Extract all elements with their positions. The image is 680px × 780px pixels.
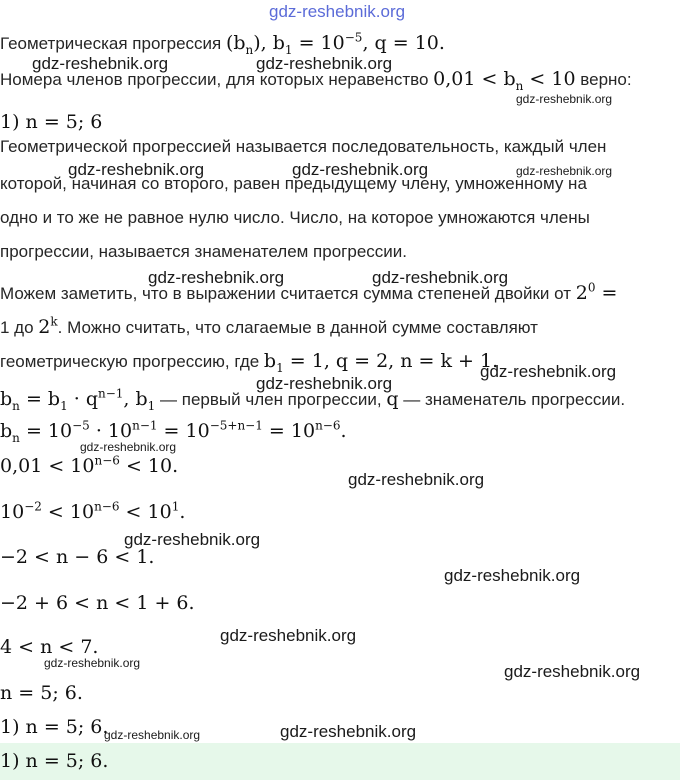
math-sub: 1 bbox=[147, 398, 156, 413]
math-fragment: 0,01 < 10 bbox=[0, 455, 95, 477]
clipped-option bbox=[0, 111, 130, 133]
watermark: gdz-reshebnik.org bbox=[516, 164, 613, 178]
watermark: gdz-reshebnik.org bbox=[516, 92, 613, 106]
formula-line bbox=[0, 386, 626, 413]
math-fragment: , b bbox=[123, 388, 148, 410]
explanation-text: — первый член прогрессии, bbox=[155, 390, 387, 409]
math-fragment: · 10 bbox=[89, 420, 133, 442]
step-line: 1) n = 5; 6. bbox=[0, 716, 109, 738]
explanation-line: одно и то же не равное нулю число. Число, на которое умножаются члены bbox=[0, 208, 590, 227]
explanation-text: . Можно считать, что слагаемые в данной сумме составляют bbox=[57, 318, 538, 337]
explanation-line bbox=[0, 282, 617, 304]
math-fragment: 10 bbox=[0, 501, 25, 523]
step-line: n = 5; 6. bbox=[0, 682, 83, 704]
math-fragment: b bbox=[263, 350, 277, 372]
explanation-text: Можем заметить, что в выражении считается сумма степеней двойки от bbox=[0, 284, 576, 303]
step-line: 4 < n < 7. bbox=[0, 636, 99, 658]
math-fragment: < 10 bbox=[523, 68, 576, 90]
math-sub: n bbox=[515, 78, 524, 93]
task-line-1 bbox=[0, 30, 445, 57]
math-fragment: . bbox=[179, 501, 186, 523]
math-sup: n−1 bbox=[98, 386, 124, 401]
math-sup: n−1 bbox=[132, 418, 158, 433]
watermark: gdz-reshebnik.org bbox=[480, 362, 617, 381]
math-fragment: . bbox=[340, 420, 347, 442]
watermark: gdz-reshebnik.org bbox=[256, 374, 393, 393]
math-sub: 1 bbox=[276, 360, 284, 375]
watermark-top: gdz-reshebnik.org bbox=[269, 2, 406, 21]
watermark: gdz-reshebnik.org bbox=[292, 160, 429, 179]
watermark: gdz-reshebnik.org bbox=[444, 566, 581, 585]
watermark: gdz-reshebnik.org bbox=[104, 728, 201, 742]
math-sup: 0 bbox=[587, 280, 596, 295]
math-sub: n bbox=[245, 42, 254, 57]
watermark: gdz-reshebnik.org bbox=[68, 160, 205, 179]
math-sub: n bbox=[12, 430, 20, 445]
task-line-2 bbox=[0, 68, 632, 93]
clipped-option-text: 1) n = 5; 6 bbox=[0, 111, 103, 133]
math-sup: −5 bbox=[344, 30, 363, 45]
explanation-line bbox=[0, 350, 499, 375]
math-sup: k bbox=[50, 314, 58, 329]
math-sup: n−6 bbox=[315, 418, 341, 433]
math-fragment: < 10. bbox=[119, 455, 179, 477]
math-fragment: = 10 bbox=[262, 420, 316, 442]
math-fragment: = b bbox=[19, 388, 61, 410]
answer-text: 1) n = 5; 6. bbox=[0, 750, 109, 772]
answer-box bbox=[0, 743, 680, 780]
math-fragment: = 10 bbox=[292, 32, 345, 54]
watermark: gdz-reshebnik.org bbox=[124, 530, 261, 549]
math-fragment: 0,01 < b bbox=[433, 68, 516, 90]
explanation-text: — знаменатель прогрессии. bbox=[398, 390, 626, 409]
step-line: −2 < n − 6 < 1. bbox=[0, 546, 155, 568]
explanation-line: которой, начиная со второго, равен предыдущему члену, умноженному на bbox=[0, 174, 587, 193]
math-fragment: = 10 bbox=[157, 420, 210, 442]
watermark: gdz-reshebnik.org bbox=[348, 470, 485, 489]
watermark: gdz-reshebnik.org bbox=[148, 268, 285, 287]
math-fragment: = bbox=[595, 282, 618, 304]
math-fragment: ), b bbox=[253, 32, 285, 54]
watermark: gdz-reshebnik.org bbox=[280, 722, 417, 741]
math-sub: 1 bbox=[60, 398, 68, 413]
explanation-line: прогрессии, называется знаменателем прогрессии. bbox=[0, 242, 407, 261]
math-sub: n bbox=[12, 398, 20, 413]
math-sub: 1 bbox=[284, 42, 293, 57]
substitution-line bbox=[0, 418, 347, 445]
watermark: gdz-reshebnik.org bbox=[32, 54, 169, 73]
math-fragment: = 1, q = 2, n = k + 1. bbox=[283, 350, 499, 372]
math-fragment: < 10 bbox=[41, 501, 95, 523]
math-fragment: 2 bbox=[38, 316, 51, 338]
step-line bbox=[0, 455, 178, 477]
math-fragment: , q = 10. bbox=[362, 32, 445, 54]
math-sup: −5 bbox=[72, 418, 90, 433]
step-line: −2 + 6 < n < 1 + 6. bbox=[0, 592, 195, 614]
math-fragment: b bbox=[0, 388, 13, 410]
math-sup: 1 bbox=[171, 499, 180, 514]
task-text: Номера членов прогрессии, для которых неравенство bbox=[0, 70, 434, 89]
math-fragment: b bbox=[0, 420, 13, 442]
watermark: gdz-reshebnik.org bbox=[80, 440, 177, 454]
watermark: gdz-reshebnik.org bbox=[256, 54, 393, 73]
watermark: gdz-reshebnik.org bbox=[220, 626, 357, 645]
math-fragment: 2 bbox=[575, 282, 588, 304]
explanation-line: Геометрической прогрессией называется последовательность, каждый член bbox=[0, 137, 607, 156]
explanation-line bbox=[0, 316, 538, 338]
math-fragment: < 10 bbox=[119, 501, 172, 523]
math-fragment: · q bbox=[67, 388, 98, 410]
watermark: gdz-reshebnik.org bbox=[372, 268, 509, 287]
math-sup: n−6 bbox=[94, 499, 120, 514]
explanation-text: геометрическую прогрессию, где bbox=[0, 352, 264, 371]
math-sup: n−6 bbox=[94, 453, 120, 468]
task-text: верно: bbox=[575, 70, 632, 89]
math-fragment: = 10 bbox=[19, 420, 73, 442]
watermark: gdz-reshebnik.org bbox=[44, 656, 141, 670]
step-line bbox=[0, 501, 185, 523]
math-sup: −2 bbox=[24, 499, 42, 514]
math-sup: −5+n−1 bbox=[209, 418, 263, 433]
explanation-text: 1 до bbox=[0, 318, 39, 337]
task-text: Геометрическая прогрессия bbox=[0, 34, 226, 53]
watermark: gdz-reshebnik.org bbox=[504, 662, 641, 681]
math-fragment: q bbox=[386, 388, 399, 410]
math-fragment: (b bbox=[225, 32, 246, 54]
